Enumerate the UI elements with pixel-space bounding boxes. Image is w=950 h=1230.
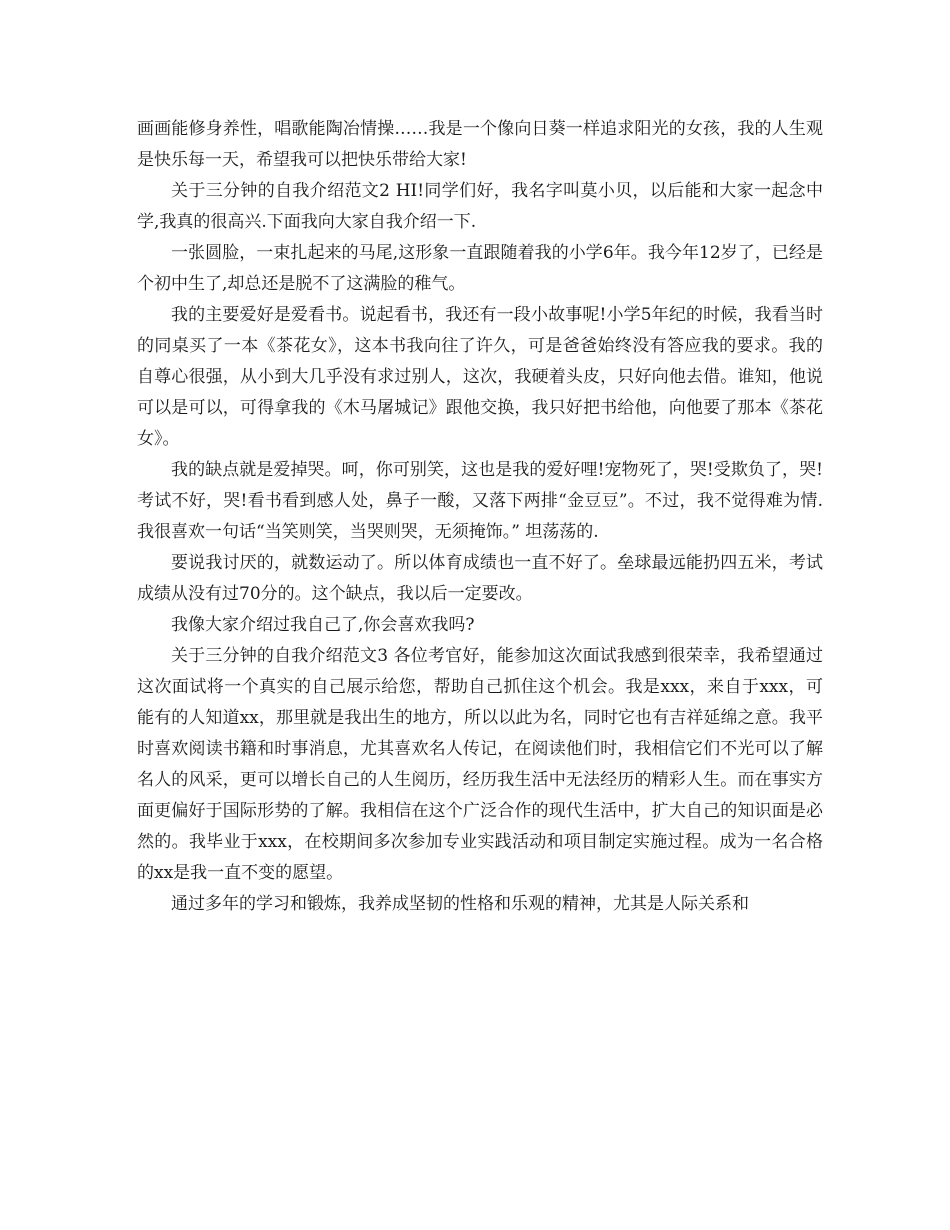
paragraph-appearance: 一张圆脸，一束扎起来的马尾,这形象一直跟随着我的小学6年。我今年12岁了，已经是个初中生了,却总还是脱不了这满脸的稚气。 — [137, 243, 823, 294]
paragraph-dislike-sports: 要说我讨厌的，就数运动了。所以体育成绩也一直不好了。垒球最远能扔四五米，考试成绩从没有过70分的。这个缺点，我以后一定要改。 — [137, 553, 823, 604]
paragraph-sample-3-interview: 关于三分钟的自我介绍范文3 各位考官好，能参加这次面试我感到很荣幸，我希望通过这次面试将一个真实的自己展示给您，帮助自己抓住这个机会。我是xxx，来自于xxx，可能有的人知道xx，那里就是我出生的地方，所以以此为名，同时它也有吉祥延绵之意。我平时喜欢阅读书籍和时事消息，尤其喜欢名人传记，在阅读他们时，我相信它们不光可以了解名人的风采，更可以增长自己的人生阅历，经历我生活中无法经历的精彩人生。而在事实方面更偏好于国际形势的了解。我相信在这个广泛合作的现代生活中，扩大自己的知识面是必然的。我毕业于xxx，在校期间多次参加专业实践活动和项目制定实施过程。成为一名合格的xx是我一直不变的愿望。 — [137, 646, 823, 883]
paragraph-training: 通过多年的学习和锻炼，我养成坚韧的性格和乐观的精神，尤其是人际关系和 — [171, 894, 749, 914]
paragraph-hobby-reading: 我的主要爱好是爱看书。说起看书，我还有一段小故事呢!小学5年纪的时候，我看当时的同桌买了一本《茶花女》，这本书我向往了许久，可是爸爸始终没有答应我的要求。我的自尊心很强，从小到大几乎没有求过别人，这次，我硬着头皮，只好向他去借。谁知，他说可以是可以，可得拿我的《木马屠城记》跟他交换，我只好把书给他，向他要了那本《茶花女》。 — [137, 305, 823, 449]
paragraph-sample-2-intro: 关于三分钟的自我介绍范文2 HI!同学们好，我名字叫莫小贝，以后能和大家一起念中学,我真的很高兴.下面我向大家自我介绍一下. — [137, 181, 823, 232]
document-body — [137, 114, 823, 920]
paragraph-weakness-crying: 我的缺点就是爱掉哭。呵，你可别笑，这也是我的爱好哩!宠物死了，哭!受欺负了，哭!考试不好，哭!看书看到感人处，鼻子一酸，又落下两排“金豆豆”。不过，我不觉得难为情.我很喜欢一句话“当笑则笑，当哭则哭，无须掩饰。” 坦荡荡的. — [137, 460, 823, 542]
paragraph-continued: 画画能修身养性，唱歌能陶冶情操……我是一个像向日葵一样追求阳光的女孩，我的人生观是快乐每一天，希望我可以把快乐带给大家! — [137, 119, 823, 170]
paragraph-closing-question: 我像大家介绍过我自己了,你会喜欢我吗? — [171, 615, 475, 635]
